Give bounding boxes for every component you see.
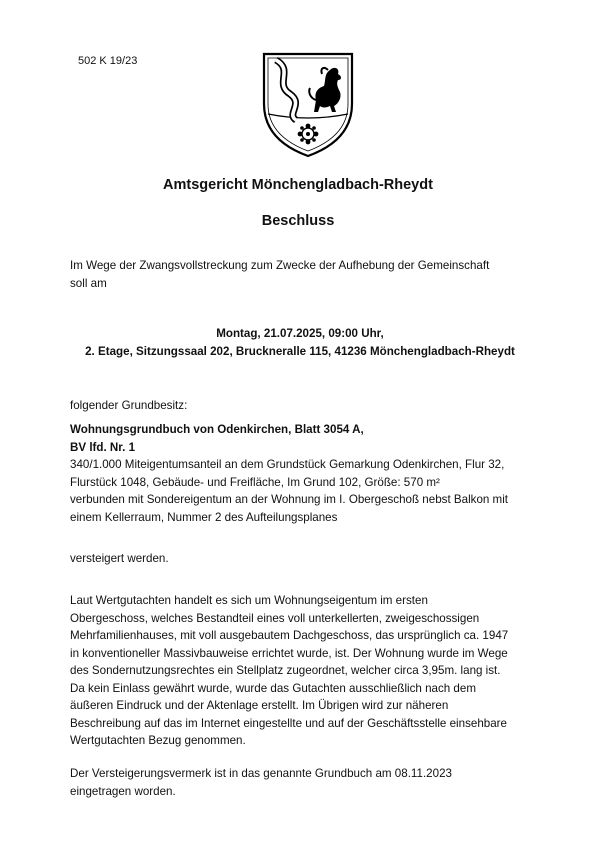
appointment-block — [40, 325, 560, 360]
property-heading: folgender Grundbesitz: — [70, 399, 188, 412]
property-description-line: einem Kellerraum, Nummer 2 des Aufteilungsplanes — [70, 510, 338, 524]
appraisal-line: Beschreibung auf das im Internet eingestellte und auf der Geschäftsstelle einsehbare — [70, 716, 507, 730]
property-register: Wohnungsgrundbuch von Odenkirchen, Blatt 3054 A, — [70, 423, 364, 436]
appraisal-line: in konventioneller Massivbauweise errichtet wurde, ist. Der Wohnung wurde im Wege — [70, 646, 508, 660]
appointment-date-time: Montag, 21.07.2025, 09:00 Uhr, — [216, 327, 384, 340]
appraisal-line: Laut Wertgutachten handelt es sich um Wohnungseigentum im ersten — [70, 594, 428, 607]
appraisal-line: äußeren Eindruck und der Aktenlage erstellt. Im Übrigen wird zur näheren — [70, 699, 449, 712]
registration-line: eingetragen worden. — [70, 784, 176, 798]
court-name: Amtsgericht Mönchengladbach-Rheydt — [163, 177, 433, 193]
document-title: Beschluss — [261, 213, 335, 229]
registration-line: Der Versteigerungsvermerk ist in das genannte Grundbuch am 08.11.2023 — [70, 767, 452, 780]
appraisal-paragraph — [70, 592, 540, 750]
appraisal-line: des Sondernutzungsrechtes ein Stellplatz zugeordnet, welcher circa 3,95m. lang ist. — [70, 664, 501, 677]
appraisal-line: Mehrfamilienhauses, mit voll ausgebautem Dachgeschoss, das ursprünglich ca. 1947 — [70, 629, 509, 642]
appraisal-line: Da kein Einlass gewährt wurde, wurde das Gutachten ausschließlich nach dem — [70, 681, 476, 695]
intro-line: soll am — [70, 276, 107, 290]
property-description-line: Flurstück 1048, Gebäude- und Freifläche, Im Grund 102, Größe: 570 m² — [70, 475, 440, 489]
auction-phrase: versteigert werden. — [70, 552, 169, 565]
intro-line: Im Wege der Zwangsvollstreckung zum Zwecke der Aufhebung der Gemeinschaft — [70, 259, 490, 272]
appointment-location: 2. Etage, Sitzungssaal 202, Bruckneralle 115, 41236 Mönchengladbach-Rheydt — [85, 344, 515, 358]
property-block — [70, 421, 540, 526]
intro-paragraph — [70, 257, 540, 292]
property-description-line: 340/1.000 Miteigentumsanteil an dem Grundstück Gemarkung Odenkirchen, Flur 32, — [70, 458, 505, 471]
appraisal-line: Wertgutachten Bezug genommen. — [70, 734, 246, 747]
case-reference: 502 K 19/23 — [78, 55, 138, 67]
registration-paragraph — [70, 765, 540, 800]
nrw-coat-of-arms-icon — [254, 48, 362, 160]
appraisal-line: Obergeschoss, welches Bestandteil eines voll unterkellerten, zweigeschossigen — [70, 611, 480, 625]
property-item-number: BV lfd. Nr. 1 — [70, 440, 136, 454]
property-description-line: verbunden mit Sondereigentum an der Wohnung im I. Obergeschoß nebst Balkon mit — [70, 493, 509, 506]
